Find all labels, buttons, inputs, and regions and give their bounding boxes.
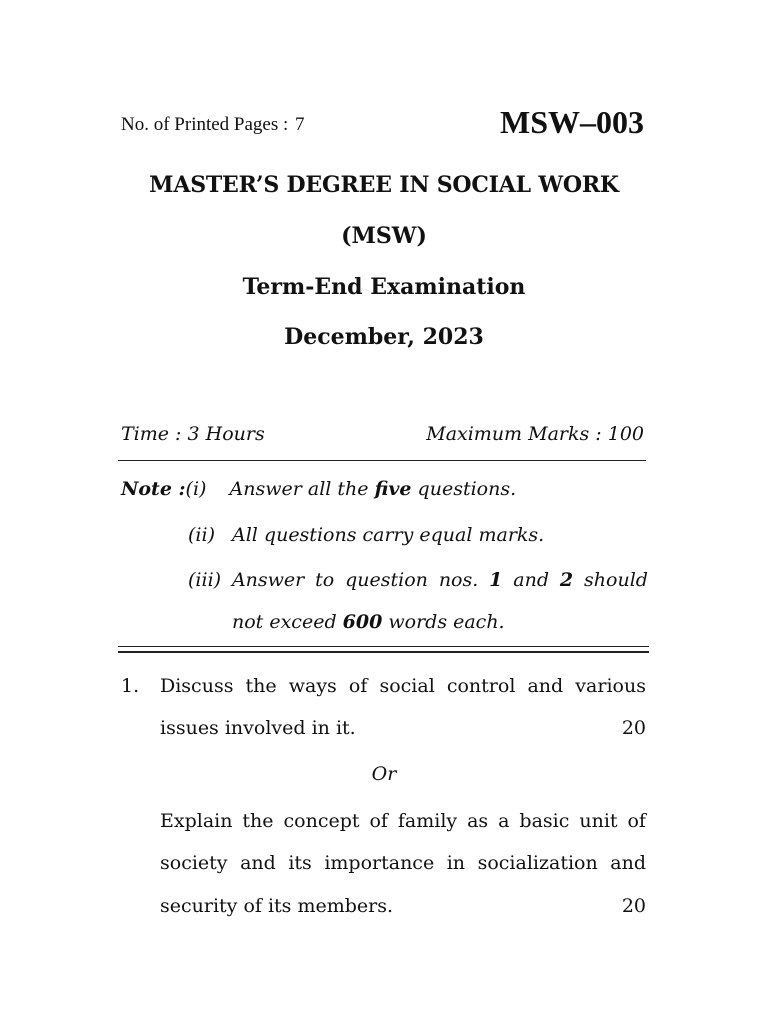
note-item-number: (iii) bbox=[188, 569, 222, 591]
question-text: security of its members. bbox=[160, 895, 394, 917]
question-marks: 20 bbox=[621, 895, 646, 917]
printed-pages-count: 7 bbox=[295, 114, 305, 135]
question-number: 1. bbox=[121, 675, 140, 697]
note-item-1 bbox=[121, 478, 516, 500]
note-item-number: (i) bbox=[185, 478, 207, 500]
question-word: its bbox=[288, 852, 312, 874]
note-word: Answer bbox=[231, 569, 305, 591]
note-item-text: questions. bbox=[411, 478, 517, 500]
printed-pages-text: No. of Printed Pages : bbox=[121, 114, 289, 135]
question-word: basic bbox=[519, 810, 570, 832]
question-word: various bbox=[575, 675, 646, 697]
note-item-text: not exceed bbox=[232, 611, 343, 633]
question-word: control bbox=[446, 675, 516, 697]
divider-line bbox=[118, 460, 646, 461]
question-1b-line-3 bbox=[160, 895, 646, 917]
question-text: issues involved in it. bbox=[160, 717, 356, 739]
question-word: Discuss bbox=[160, 675, 234, 697]
note-item-emphasis: five bbox=[374, 478, 412, 500]
question-1b-line-2 bbox=[160, 852, 646, 874]
note-word: question bbox=[345, 569, 428, 591]
question-1a-line-2 bbox=[160, 717, 646, 739]
note-item-number: (ii) bbox=[188, 524, 215, 546]
note-item-text: Answer all the bbox=[229, 478, 375, 500]
maximum-marks: Maximum Marks : 100 bbox=[426, 423, 644, 445]
or-separator: Or bbox=[371, 763, 397, 785]
question-word: ways bbox=[288, 675, 337, 697]
note-item-2 bbox=[188, 524, 544, 546]
question-word: socialization bbox=[477, 852, 598, 874]
note-word: to bbox=[315, 569, 335, 591]
question-1a-line-1 bbox=[160, 675, 646, 697]
question-word: and bbox=[527, 675, 564, 697]
question-word: of bbox=[369, 810, 388, 832]
programme-title: MASTER’S DEGREE IN SOCIAL WORK bbox=[149, 172, 619, 198]
question-word: as bbox=[467, 810, 489, 832]
note-emphasis: 2 bbox=[559, 569, 574, 591]
note-word: and bbox=[513, 569, 550, 591]
question-word: the bbox=[242, 810, 274, 832]
note-item-3-line-2 bbox=[232, 611, 505, 633]
question-word: of bbox=[627, 810, 646, 832]
question-marks: 20 bbox=[621, 717, 646, 739]
note-item-text: All questions carry equal marks. bbox=[232, 524, 545, 546]
question-word: and bbox=[240, 852, 276, 874]
question-word: the bbox=[245, 675, 277, 697]
note-word: should bbox=[584, 569, 648, 591]
note-label: Note : bbox=[121, 478, 186, 500]
question-word: unit bbox=[579, 810, 618, 832]
exam-time: Time : 3 Hours bbox=[121, 423, 265, 445]
question-word: in bbox=[446, 852, 466, 874]
question-word: importance bbox=[324, 852, 435, 874]
note-emphasis: 1 bbox=[489, 569, 503, 591]
printed-pages-label bbox=[121, 114, 305, 136]
note-word: nos. bbox=[438, 569, 479, 591]
question-word: Explain bbox=[160, 810, 233, 832]
note-item-3-line-1 bbox=[188, 569, 648, 591]
question-word: social bbox=[379, 675, 435, 697]
exam-session: December, 2023 bbox=[284, 324, 484, 350]
question-word: of bbox=[348, 675, 368, 697]
course-code: MSW–003 bbox=[500, 104, 644, 140]
note-item-text: words each. bbox=[382, 611, 505, 633]
question-word: and bbox=[610, 852, 646, 874]
question-word: concept bbox=[283, 810, 360, 832]
exam-title: Term-End Examination bbox=[242, 274, 526, 300]
double-divider-top bbox=[118, 646, 649, 647]
question-word: family bbox=[397, 810, 458, 832]
programme-abbreviation: (MSW) bbox=[341, 223, 427, 249]
question-word: society bbox=[160, 852, 228, 874]
question-1b-line-1 bbox=[160, 810, 646, 832]
note-emphasis: 600 bbox=[342, 611, 383, 633]
question-word: a bbox=[498, 810, 510, 832]
double-divider-bottom bbox=[118, 651, 649, 653]
